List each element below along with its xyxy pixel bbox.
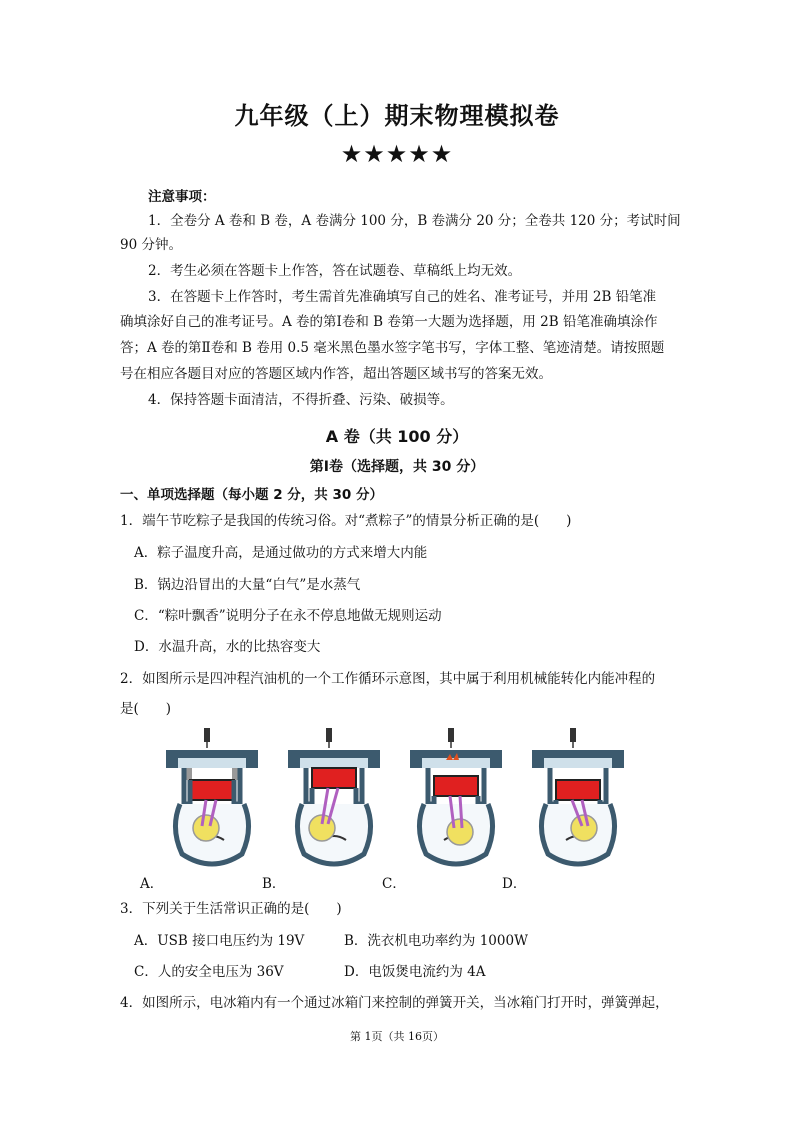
q2-stem-line1: 2．如图所示是四冲程汽油机的一个工作循环示意图，其中属于利用机械能转化内能冲程的: [120, 671, 656, 687]
q3-option-d: D．电饭煲电流约为 4A: [344, 964, 486, 980]
engine-body-c: [410, 728, 502, 864]
q1-option-b: B．锅边沿冒出的大量“白气”是水蒸气: [134, 577, 361, 593]
q2-label-d: D．: [502, 876, 527, 892]
engine-diagram-d: [526, 728, 630, 868]
part-1-subheading: 一、单项选择题（每小题 2 分，共 30 分）: [120, 487, 383, 503]
engine-diagram-a: [160, 728, 264, 868]
page-title: 九年级（上）期末物理模拟卷: [234, 102, 560, 130]
engine-body-d: [532, 728, 624, 864]
q3-option-c: C．人的安全电压为 36V: [134, 964, 284, 980]
notice-heading: 注意事项：: [148, 189, 216, 205]
q3-option-b: B．洗衣机电功率约为 1000W: [344, 933, 528, 949]
notice-line: 1．全卷分 A 卷和 B 卷，A 卷满分 100 分，B 卷满分 20 分；全卷共 120 分；考试时间: [148, 213, 681, 229]
q2-label-c: C．: [382, 876, 406, 892]
q2-label-a: A．: [140, 876, 164, 892]
q1-option-a: A．粽子温度升高，是通过做功的方式来增大内能: [134, 545, 428, 561]
q3-stem: 3．下列关于生活常识正确的是( ): [120, 901, 342, 917]
engine-body-a: [166, 728, 258, 864]
notice-line: 2．考生必须在答题卡上作答，答在试题卷、草稿纸上均无效。: [148, 263, 522, 279]
q4-stem: 4．如图所示，电冰箱内有一个通过冰箱门来控制的弹簧开关，当冰箱门打开时，弹簧弹起，: [120, 995, 669, 1011]
q1-stem: 1．端午节吃粽子是我国的传统习俗。对“煮粽子”的情景分析正确的是( ): [120, 513, 572, 529]
difficulty-stars: ★★★★★: [340, 140, 454, 168]
notice-line: 确填涂好自己的准考证号。A 卷的第Ⅰ卷和 B 卷第一大题为选择题，用 2B 铅笔准确填涂作: [120, 314, 658, 330]
engine-body-b: [288, 728, 380, 864]
q1-option-d: D．水温升高，水的比热容变大: [134, 639, 321, 655]
notice-line: 4．保持答题卡面清洁，不得折叠、污染、破损等。: [148, 392, 454, 408]
notice-line: 90 分钟。: [120, 237, 182, 253]
part-1-heading: 第Ⅰ卷（选择题，共 30 分）: [309, 459, 485, 475]
engine-diagram-b: [282, 728, 386, 868]
notice-line: 号在相应各题目对应的答题区域内作答，超出答题区域书写的答案无效。: [120, 366, 552, 382]
q2-label-b: B．: [262, 876, 286, 892]
section-a-heading: A 卷（共 100 分）: [325, 427, 469, 446]
q2-stem-line2: 是( ): [120, 701, 172, 717]
page-footer: 第 1页（共 16页）: [350, 1030, 444, 1043]
q1-option-c: C．“粽叶飘香”说明分子在永不停息地做无规则运动: [134, 608, 442, 624]
q3-option-a: A．USB 接口电压约为 19V: [134, 933, 305, 949]
notice-line: 答；A 卷的第Ⅱ卷和 B 卷用 0.5 毫米黑色墨水签字笔书写，字体工整、笔迹清楚。请按照题: [120, 340, 665, 356]
engine-diagram-c: [404, 728, 508, 868]
notice-line: 3．在答题卡上作答时，考生需首先准确填写自己的姓名、准考证号，并用 2B 铅笔准: [148, 289, 657, 305]
